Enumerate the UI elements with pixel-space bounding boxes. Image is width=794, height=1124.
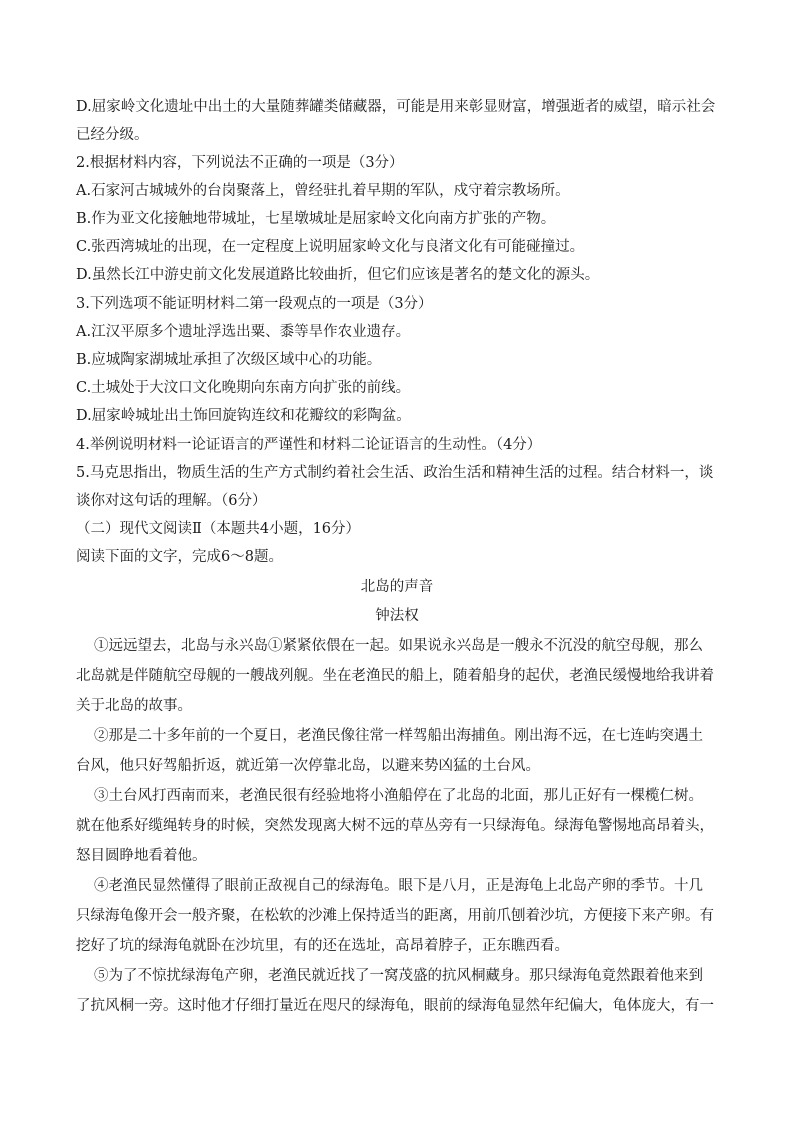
q2-option-a: A.石家河古城城外的台岗聚落上，曾经驻扎着早期的军队，戍守着宗教场所。: [76, 183, 570, 199]
question-5-line-2: 谈你对这句话的理解。（6分）: [76, 493, 267, 509]
paragraph-5-line-1: ⑤为了不惊扰绿海龟产卵，老渔民就近找了一窝茂盛的抗风桐藏身。那只绿海龟竟然跟着他来到: [94, 968, 703, 984]
paragraph-3-line-1: ③土台风打西南而来，老渔民很有经验地将小渔船停在了北岛的北面，那儿正好有一棵榄仁树。: [94, 788, 703, 804]
paragraph-5-line-2: 了抗风桐一旁。这时他才仔细打量近在咫尺的绿海龟，眼前的绿海龟显然年纪偏大，龟体庞大，有一: [76, 998, 714, 1014]
q3-option-d: D.屈家岭城址出土饰回旋钩连纹和花瓣纹的彩陶盆。: [76, 408, 411, 424]
q3-option-a: A.江汉平原多个遗址浮选出粟、黍等旱作农业遗存。: [76, 324, 411, 340]
paragraph-3-line-2: 就在他系好缆绳转身的时候，突然发现离大树不远的草丛旁有一只绿海龟。绿海龟警惕地高昂着头，: [76, 818, 714, 834]
paragraph-1-line-3: 关于北岛的故事。: [76, 698, 192, 714]
paragraph-1-line-1: ①远远望去，北岛与永兴岛①紧紧依偎在一起。如果说永兴岛是一艘永不沉没的航空母舰，那么: [94, 638, 703, 654]
paragraph-4-line-1: ④老渔民显然懂得了眼前正敌视自己的绿海龟。眼下是八月，正是海龟上北岛产卵的季节。十几: [94, 878, 703, 894]
option-d-line-2: 已经分级。: [76, 127, 149, 143]
q3-option-b: B.应城陶家湖城址承担了次级区域中心的功能。: [76, 352, 382, 368]
question-5-line-1: 5.马克思指出，物质生活的生产方式制约着社会生活、政治生活和精神生活的过程。结合材料一，谈: [76, 465, 714, 481]
paragraph-2-line-1: ②那是二十多年前的一个夏日，老渔民像往常一样驾船出海捕鱼。刚出海不远，在七连屿突遇土: [94, 728, 703, 744]
paragraph-4-line-2: 只绿海龟像开会一般齐聚，在松软的沙滩上保持适当的距离，用前爪刨着沙坑，方便接下来产卵。有: [76, 908, 714, 924]
question-2: 2.根据材料内容，下列说法不正确的一项是（3分）: [76, 155, 404, 171]
q2-option-b: B.作为亚文化接触地带城址，七星墩城址是屈家岭文化向南方扩张的产物。: [76, 211, 556, 227]
question-4: 4.举例说明材料一论证语言的严谨性和材料二论证语言的生动性。（4分）: [76, 437, 542, 453]
paragraph-1-line-2: 北岛就是伴随航空母舰的一艘战列舰。坐在老渔民的船上，随着船身的起伏，老渔民缓慢地给我讲着: [76, 668, 714, 684]
q2-option-c: C.张西湾城址的出现，在一定程度上说明屈家岭文化与良渚文化有可能碰撞过。: [76, 239, 585, 255]
paragraph-2-line-2: 台风，他只好驾船折返，就近第一次停靠北岛，以避来势凶猛的土台风。: [76, 758, 540, 774]
paragraph-4-line-3: 挖好了坑的绿海龟就卧在沙坑里，有的还在选址，高昂着脖子，正东瞧西看。: [76, 938, 569, 954]
option-d-line-1: D.屈家岭文化遗址中出土的大量随葬罐类储藏器，可能是用来彰显财富，增强逝者的威望，暗示社会: [76, 99, 716, 115]
article-author: 钟法权: [375, 608, 419, 624]
q2-option-d: D.虽然长江中游史前文化发展道路比较曲折，但它们应该是著名的楚文化的源头。: [76, 267, 600, 283]
paragraph-3-line-3: 怒目圆睁地看着他。: [76, 848, 207, 864]
q3-option-c: C.土城处于大汶口文化晚期向东南方向扩张的前线。: [76, 380, 411, 396]
section-heading: （二）现代文阅读Ⅱ（本题共4小题，16分）: [76, 521, 361, 537]
article-title: 北岛的声音: [360, 579, 434, 595]
question-3: 3.下列选项不能证明材料二第一段观点的一项是（3分）: [76, 296, 433, 312]
reading-instruction: 阅读下面的文字，完成6～8题。: [76, 549, 283, 565]
